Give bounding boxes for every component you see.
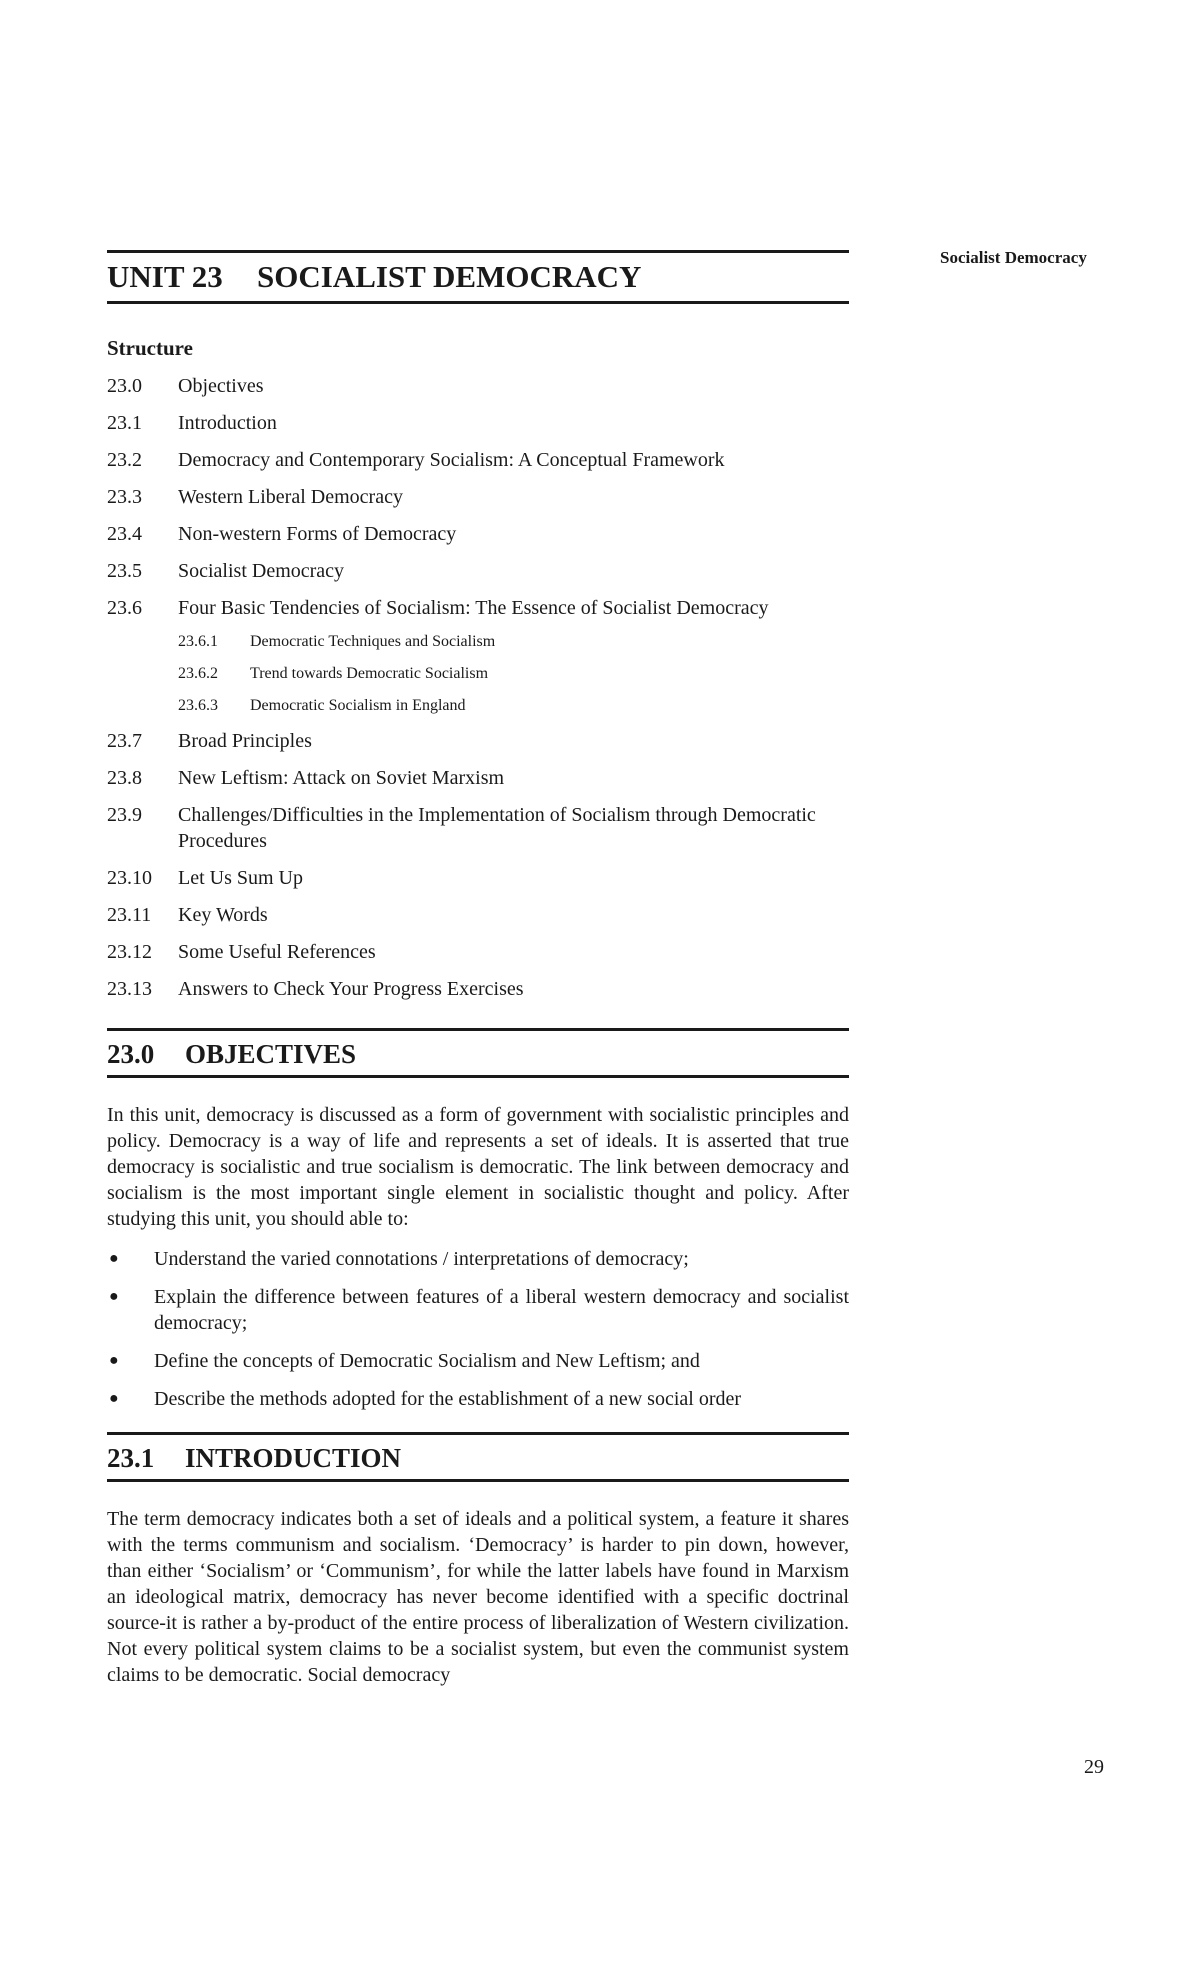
structure-item-title: Trend towards Democratic Socialism [250,665,489,682]
structure-item [107,765,849,791]
list-item-text: Explain the difference between features of a liberal western democracy and socialist democracy; [154,1286,849,1334]
structure-item-number: 23.9 [107,804,142,826]
structure-item-number: 23.0 [107,375,142,397]
objectives-paragraph: In this unit, democracy is discussed as a form of government with socialistic principles and policy. Democracy is a way of life and represents a set of ideals. It is asserted that true democracy is socialistic and true socialism is democratic. The link between democracy and socialism is the most important single element in socialistic thought and policy. After studying this unit, you should able to: [107,1104,849,1230]
structure-item-title: Democratic Socialism in England [250,697,466,714]
page-number: 29 [1084,1756,1104,1778]
structure-item [107,558,849,584]
structure-item-number: 23.12 [107,941,152,963]
structure-item-title: Challenges/Difficulties in the Implementation of Socialism through Democratic Procedures [178,804,816,852]
structure-item [107,410,849,436]
structure-list [107,373,849,1002]
structure-item [107,521,849,547]
structure-item-title: Non-western Forms of Democracy [178,523,457,545]
structure-item-number: 23.6 [107,597,142,619]
structure-item-title: New Leftism: Attack on Soviet Marxism [178,767,505,789]
structure-subitem [107,696,849,716]
structure-item-title: Let Us Sum Up [178,867,303,889]
structure-item-title: Socialist Democracy [178,560,345,582]
structure-item-number: 23.6.1 [178,633,218,650]
section-number: 23.0 [107,1039,155,1069]
bullet-icon: ● [109,1352,119,1369]
structure-item-title: Democratic Techniques and Socialism [250,633,496,650]
structure-item [107,595,849,621]
structure-item [107,902,849,928]
list-item-text: Describe the methods adopted for the establishment of a new social order [154,1388,742,1410]
structure-item-number: 23.1 [107,412,142,434]
unit-title [107,250,849,304]
structure-item-title: Democracy and Contemporary Socialism: A Conceptual Framework [178,449,725,471]
structure-item-number: 23.3 [107,486,142,508]
list-item [107,1386,849,1412]
structure-item [107,976,849,1002]
list-item [107,1246,849,1272]
structure-item-number: 23.7 [107,730,142,752]
section-number: 23.1 [107,1443,155,1473]
structure-item [107,802,849,854]
list-item [107,1284,849,1336]
structure-item-title: Four Basic Tendencies of Socialism: The Essence of Socialist Democracy [178,597,769,619]
structure-item [107,939,849,965]
structure-item-number: 23.8 [107,767,142,789]
section-heading-introduction [107,1432,849,1482]
structure-item-title: Some Useful References [178,941,376,963]
structure-subitem [107,664,849,684]
structure-item-title: Key Words [178,904,268,926]
structure-item-number: 23.4 [107,523,142,545]
unit-number: UNIT 23 [107,259,223,294]
structure-item-title: Objectives [178,375,264,397]
structure-label: Structure [107,336,193,360]
structure-subitem [107,632,849,652]
list-item-text: Understand the varied connotations / interpretations of democracy; [154,1248,689,1270]
page-content [107,250,849,1688]
running-head: Socialist Democracy [940,248,1087,267]
structure-item-number: 23.6.2 [178,665,218,682]
structure-item [107,484,849,510]
bullet-icon: ● [109,1250,119,1267]
section-heading-objectives [107,1028,849,1078]
structure-item-number: 23.10 [107,867,152,889]
structure-item-number: 23.6.3 [178,697,218,714]
section-title: INTRODUCTION [185,1443,402,1473]
objectives-list [107,1246,849,1412]
structure-item [107,447,849,473]
structure-item-title: Broad Principles [178,730,312,752]
structure-item-number: 23.11 [107,904,152,926]
structure-item [107,373,849,399]
structure-item-number: 23.13 [107,978,152,1000]
introduction-paragraph: The term democracy indicates both a set of ideals and a political system, a feature it shares with the terms communism and socialism. ‘Democracy’ is harder to pin down, however, than either ‘Socialism’ or ‘Communism’, for while the latter labels have found in Marxism an ideological matrix, democracy has never become identified with a specific doctrinal source-it is rather a by-product of the entire process of liberalization of Western civilization. Not every political system claims to be a socialist system, but even the communist system claims to be democratic. Social democracy [107,1508,849,1686]
structure-item-number: 23.2 [107,449,142,471]
structure-item-title: Answers to Check Your Progress Exercises [178,978,524,1000]
structure-item [107,865,849,891]
structure-item [107,728,849,754]
list-item [107,1348,849,1374]
section-title: OBJECTIVES [185,1039,357,1069]
list-item-text: Define the concepts of Democratic Socialism and New Leftism; and [154,1350,700,1372]
unit-title-text: SOCIALIST DEMOCRACY [257,259,642,294]
structure-item-title: Western Liberal Democracy [178,486,403,508]
bullet-icon: ● [109,1390,119,1407]
bullet-icon: ● [109,1288,119,1305]
structure-item-number: 23.5 [107,560,142,582]
structure-item-title: Introduction [178,412,277,434]
